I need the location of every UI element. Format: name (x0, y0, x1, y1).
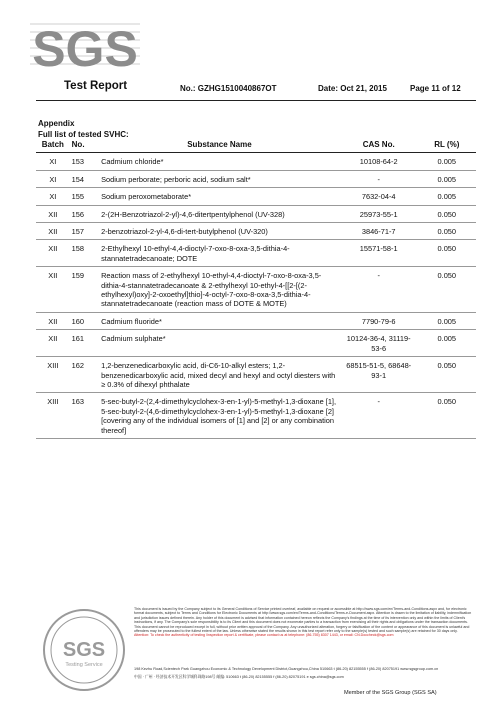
table-row (36, 240, 476, 267)
cell-batch: XI (36, 188, 70, 205)
cell-batch: XI (36, 170, 70, 187)
cell-substance: 2-benzotriazol-2-yl-4,6-di-tert-butylphenol (UV-320) (99, 223, 340, 240)
page-number: Page 11 of 12 (410, 84, 461, 93)
cell-batch: XIII (36, 393, 70, 439)
cell-substance: Sodium peroxometaborate* (99, 188, 340, 205)
cell-no: 155 (70, 188, 99, 205)
cell-batch: XII (36, 267, 70, 313)
report-title: Test Report (64, 80, 128, 92)
cell-substance: Cadmium sulphate* (99, 330, 340, 357)
cell-no: 159 (70, 267, 99, 313)
table-row (36, 188, 476, 205)
table-row (36, 205, 476, 222)
table-row (36, 330, 476, 357)
table-row (36, 223, 476, 240)
col-no: No. (70, 138, 99, 153)
table-row (36, 357, 476, 393)
cell-no: 160 (70, 312, 99, 329)
cell-cas: - (340, 170, 418, 187)
table-row (36, 267, 476, 313)
cell-batch: XII (36, 223, 70, 240)
cell-substance: Sodium perborate; perboric acid, sodium salt* (99, 170, 340, 187)
cell-no: 154 (70, 170, 99, 187)
cell-rl: 0.005 (418, 188, 476, 205)
sgs-logo (30, 14, 140, 74)
cell-substance: 1,2-benzenedicarboxylic acid, di-C6-10-alkyl esters; 1,2-benzenedicarboxylic acid, mixed decyl and hexyl and octyl diesters with ≥ 0.3% of dihexyl phthalate (99, 357, 340, 393)
testing-service-stamp (42, 608, 126, 692)
table-row (36, 170, 476, 187)
cell-rl: 0.005 (418, 170, 476, 187)
report-number: No.: GZHG1510040867OT (180, 84, 277, 93)
col-substance: Substance Name (99, 138, 340, 153)
cell-cas: 7632-04-4 (340, 188, 418, 205)
cell-rl: 0.050 (418, 205, 476, 222)
table-header-row (36, 138, 476, 153)
cell-substance: 2-(2H-Benzotriazol-2-yl)-4,6-ditertpentylphenol (UV-328) (99, 205, 340, 222)
cell-no: 156 (70, 205, 99, 222)
cell-cas: 15571-58-1 (340, 240, 418, 267)
authenticity-notice: Attention: To check the authenticity of testing /inspection report & certificate, please contact us at telephone: (86-755) 8307 1443, or email: CN.Doccheck@sgs.com (134, 633, 394, 638)
cell-cas: 3846-71-7 (340, 223, 418, 240)
col-batch: Batch (36, 138, 70, 153)
cell-batch: XI (36, 153, 70, 170)
cell-batch: XIII (36, 357, 70, 393)
cell-rl: 0.005 (418, 330, 476, 357)
cell-cas: 10108-64-2 (340, 153, 418, 170)
cell-batch: XII (36, 205, 70, 222)
cell-no: 153 (70, 153, 99, 170)
col-cas: CAS No. (340, 138, 418, 153)
cell-no: 158 (70, 240, 99, 267)
logo-text: SGS (32, 21, 138, 74)
cell-batch: XII (36, 330, 70, 357)
cell-batch: XII (36, 240, 70, 267)
stamp-caption: Testing Service (65, 662, 103, 668)
appendix-heading (38, 118, 129, 140)
address-chinese: 中国 · 广州 · 经济技术开发区科学城科珠路198号 邮编: 510663 t (86-20) 82155555 f (86-20) 82075191 e sgs.china@sgs.com (134, 675, 344, 679)
cell-no: 157 (70, 223, 99, 240)
svhc-table (36, 138, 476, 439)
table-body (36, 153, 476, 439)
cell-cas: - (340, 393, 418, 439)
member-of-sgs-group: Member of the SGS Group (SGS SA) (344, 690, 437, 696)
table-row (36, 153, 476, 170)
table-row (36, 312, 476, 329)
cell-cas: 25973-55-1 (340, 205, 418, 222)
report-date: Date: Oct 21, 2015 (318, 84, 387, 93)
cell-cas: - (340, 267, 418, 313)
table-row (36, 393, 476, 439)
appendix-title: Appendix (38, 119, 75, 128)
cell-substance: 5-sec-butyl-2-(2,4-dimethylcyclohex-3-en-1-yl)-5-methyl-1,3-dioxane [1], 5-sec-butyl-2-(4,6-dimethylcyclohex-3-en-1-yl)-5-methyl-1,3-dioxane [2] [covering any of the individual isomers of [1] and [2] or any combination thereof] (99, 393, 340, 439)
cell-rl: 0.050 (418, 240, 476, 267)
cell-no: 162 (70, 357, 99, 393)
cell-no: 161 (70, 330, 99, 357)
footer-disclaimer: This document is issued by the Company subject to its General Conditions of Service printed overleaf, available on request or accessible at http://www.sgs.com/en/Terms-and-Conditions.aspx and, for electronic format documents, subject to Terms and Conditions for Electronic Documents at http://www.sgs.com/en/Terms-and-Conditions/Terms-e-Document.aspx. Attention is drawn to the limitation of liability, indemnification and jurisdiction issues defined therein. Any holder of this document is advised that information contained hereon reflects the Company's findings at the time of its intervention only and within the limits of Client's instructions, if any. The Company's sole responsibility is to its Client and this document does not exonerate parties to a transaction from exercising all their rights and obligations under the transaction documents. This document cannot be reproduced except in full, without prior written approval of the Company. Any unauthorized alteration, forgery or falsification of the content or appearance of this document is unlawful and offenders may be prosecuted to the fullest extent of the law. Unless otherwise stated the results shown in this test report refer only to the sample(s) tested and such sample(s) are retained for 30 days only. Attention: To check the authenticity of testing /inspection report & certificate, please contact us at telephone: (86-755) 8307 1443, or email: CN.Doccheck@sgs.com (134, 607, 472, 638)
cell-rl: 0.050 (418, 267, 476, 313)
address-english: 198 Kezhu Road,Scientech Park Guangzhou Economic & Technology Development District,Guangzhou,China 510663 t (86-20) 82155555 f (86-20) 82075191 www.sgsgroup.com.cn (134, 667, 439, 671)
cell-rl: 0.005 (418, 153, 476, 170)
cell-substance: Reaction mass of 2-ethylhexyl 10-ethyl-4,4-dioctyl-7-oxo-8-oxa-3,5-dithia-4-stannatetradecanoate & 2-ethylhexyl 10-ethyl-4-[[2-[(2-ethylhexyl)oxy]-2-oxoethyl]thio]-4-octyl-7-oxo-8-oxa-3,5-dithia-4-stannatetradecanoate (reaction mass of DOTE & MOTE) (99, 267, 340, 313)
appendix-subtitle: Full list of tested SVHC: (38, 130, 129, 139)
cell-no: 163 (70, 393, 99, 439)
cell-batch: XII (36, 312, 70, 329)
cell-rl: 0.050 (418, 357, 476, 393)
cell-cas: 10124-36-4, 31119-53-6 (340, 330, 418, 357)
cell-cas: 68515-51-5, 68648-93-1 (340, 357, 418, 393)
cell-rl: 0.050 (418, 393, 476, 439)
header-rule (36, 100, 476, 101)
cell-substance: 2-Ethylhexyl 10-ethyl-4,4-dioctyl-7-oxo-8-oxa-3,5-dithia-4-stannatetradecanoate; DOTE (99, 240, 340, 267)
cell-cas: 7790-79-6 (340, 312, 418, 329)
stamp-logo-text: SGS (62, 639, 106, 661)
col-rl: RL (%) (418, 138, 476, 153)
cell-rl: 0.050 (418, 223, 476, 240)
cell-substance: Cadmium chloride* (99, 153, 340, 170)
cell-rl: 0.005 (418, 312, 476, 329)
cell-substance: Cadmium fluoride* (99, 312, 340, 329)
